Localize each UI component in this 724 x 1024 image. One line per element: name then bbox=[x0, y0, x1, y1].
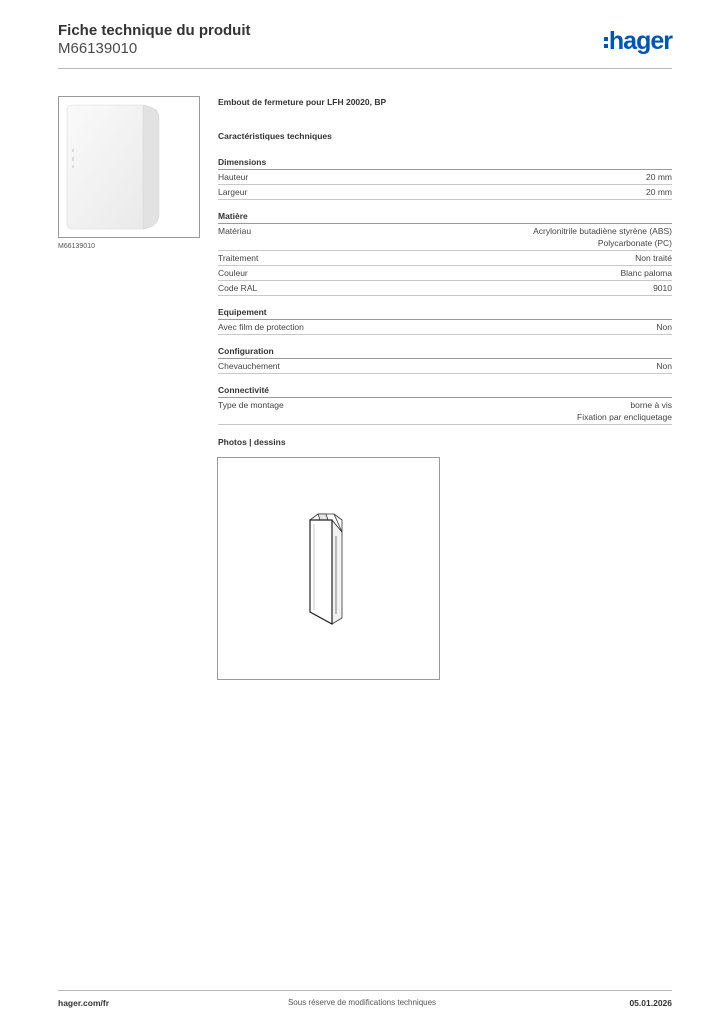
page-header bbox=[58, 20, 672, 70]
spec-value bbox=[646, 171, 672, 183]
spec-value-line: Fixation par encliquetage bbox=[577, 412, 672, 422]
spec-value bbox=[635, 252, 672, 264]
spec-value bbox=[656, 321, 672, 333]
spec-value-line: Non bbox=[656, 322, 672, 332]
footer-disclaimer: Sous réserve de modifications techniques bbox=[287, 998, 437, 1007]
section-connectivite bbox=[218, 384, 672, 425]
spec-value bbox=[533, 225, 672, 249]
spec-value-line: Non traité bbox=[635, 253, 672, 263]
spec-label: Largeur bbox=[218, 187, 248, 197]
product-image bbox=[58, 96, 200, 238]
spec-value bbox=[620, 267, 672, 279]
section-configuration bbox=[218, 345, 672, 374]
section-title: Equipement bbox=[218, 306, 672, 320]
spec-value-line: Acrylonitrile butadiène styrène (ABS) bbox=[533, 226, 672, 236]
spec-value bbox=[653, 282, 672, 294]
spec-row-couleur bbox=[218, 266, 672, 281]
spec-value bbox=[577, 399, 672, 423]
spec-label: Couleur bbox=[218, 268, 248, 278]
logo-text: hager bbox=[608, 27, 672, 55]
spec-row-materiau bbox=[218, 224, 672, 251]
section-dimensions bbox=[218, 156, 672, 200]
spec-row-hauteur bbox=[218, 170, 672, 185]
logo-dots-icon bbox=[604, 37, 608, 48]
spec-row-film-protection bbox=[218, 320, 672, 335]
section-equipement bbox=[218, 306, 672, 335]
section-title: Configuration bbox=[218, 345, 672, 359]
footer-website-link[interactable]: hager.com/fr bbox=[58, 998, 110, 1008]
product-reference: M66139010 bbox=[58, 40, 138, 57]
spec-value bbox=[656, 360, 672, 372]
product-drawing bbox=[217, 457, 440, 680]
section-title: Matière bbox=[218, 210, 672, 224]
section-title: Dimensions bbox=[218, 156, 672, 170]
spec-value-line: Polycarbonate (PC) bbox=[597, 238, 672, 248]
section-title: Connectivité bbox=[218, 384, 672, 398]
spec-subtitle: Caractéristiques techniques bbox=[218, 131, 332, 141]
spec-label: Traitement bbox=[218, 253, 259, 263]
spec-row-type-montage bbox=[218, 398, 672, 425]
spec-row-largeur bbox=[218, 185, 672, 200]
spec-value-line: borne à vis bbox=[630, 400, 672, 410]
spec-value bbox=[646, 186, 672, 198]
spec-row-code-ral bbox=[218, 281, 672, 296]
spec-row-chevauchement bbox=[218, 359, 672, 374]
product-image-caption: M66139010 bbox=[58, 243, 95, 250]
end-cap-line-drawing-icon bbox=[218, 458, 439, 679]
end-cap-product-photo-icon bbox=[59, 97, 199, 237]
header-divider bbox=[58, 68, 672, 69]
spec-label: Chevauchement bbox=[218, 361, 280, 371]
spec-value-line: 9010 bbox=[653, 283, 672, 293]
section-matiere bbox=[218, 210, 672, 296]
spec-label: Avec film de protection bbox=[218, 322, 304, 332]
spec-value-line: 20 mm bbox=[646, 172, 672, 182]
hager-logo bbox=[604, 28, 672, 54]
spec-label: Matériau bbox=[218, 226, 252, 236]
spec-label: Code RAL bbox=[218, 283, 258, 293]
spec-value-line: Blanc paloma bbox=[620, 268, 672, 278]
footer-divider bbox=[58, 990, 672, 991]
product-name: Embout de fermeture pour LFH 20020, BP bbox=[218, 97, 387, 107]
photos-title: Photos | dessins bbox=[218, 437, 286, 447]
document-title: Fiche technique du produit bbox=[58, 22, 251, 39]
spec-label: Hauteur bbox=[218, 172, 249, 182]
spec-label: Type de montage bbox=[218, 400, 284, 410]
footer-date: 05.01.2026 bbox=[629, 998, 672, 1008]
spec-row-traitement bbox=[218, 251, 672, 266]
technical-spec bbox=[218, 96, 672, 425]
spec-value-line: Non bbox=[656, 361, 672, 371]
spec-value-line: 20 mm bbox=[646, 187, 672, 197]
